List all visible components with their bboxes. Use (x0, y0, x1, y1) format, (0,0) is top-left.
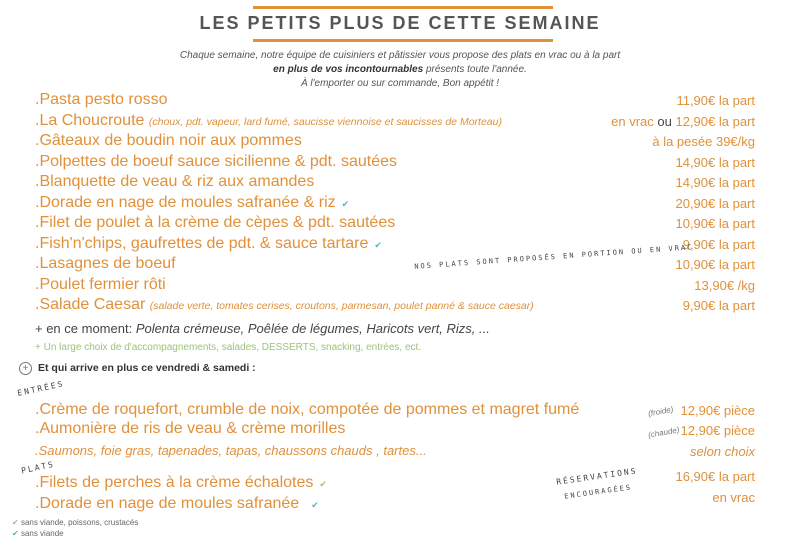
price-value: 10,90€ la part (675, 257, 755, 272)
menu-item-price (676, 93, 755, 108)
moment-prefix: + en ce moment: (35, 321, 136, 336)
page-title: LES PETITS PLUS DE CETTE SEMAINE (199, 13, 601, 33)
price-value: 13,90€ /kg (694, 277, 755, 293)
menu-item-price (611, 114, 755, 129)
intro-line-1: Chaque semaine, notre équipe de cuisiniers et pâtissier vous propose des plats en vrac ou à la part (179, 50, 621, 61)
menu-item-name: .Filet de poulet à la crème de cèpes & pdt. sautées (35, 214, 396, 231)
price-value: 10,90€ la part (675, 216, 755, 231)
blue-check-icon: ✔ (341, 198, 350, 209)
moment-items: Polenta crémeuse, Poêlée de légumes, Haricots vert, Rizs, ... (135, 321, 490, 336)
menu-item-price (675, 175, 755, 190)
menu-item-name: .Gâteaux de boudin noir aux pommes (35, 132, 302, 149)
menu-item-name: .Fish'n'chips, gaufrettes de pdt. & sauce tartare (35, 234, 369, 252)
entree-item: .Saumons, foie gras, tapenades, tapas, chaussons chauds , tartes... (35, 443, 427, 458)
menu-item (35, 91, 168, 109)
plat-item (35, 495, 319, 513)
plat-name: .Dorade en nage de moules safranée (35, 495, 300, 512)
entrees-label: ENTRÉES (16, 379, 66, 398)
menu-item (35, 276, 166, 294)
entree-price: 12,90€ pièce (680, 403, 755, 418)
plat-price: 16,90€ la part (675, 469, 755, 484)
plat-name: .Filets de perches à la crème échalotes (35, 474, 314, 491)
choix-line: + Un large choix de d'accompagnements, salades, DESSERTS, snacking, entrées, ect. (35, 342, 422, 353)
legend-blue (12, 529, 64, 538)
weekend-heading: Et qui arrive en plus ce vendredi & samedi : (38, 362, 256, 374)
portion-stamp: NOS PLATS SONT PROPOSÉS EN PORTION OU EN VRAC (414, 243, 694, 271)
blue-check-icon: ✔ (12, 529, 19, 538)
entree-item: .Crème de roquefort, crumble de noix, compotée de pommes et magret fumé (35, 401, 580, 418)
price-value: 20,90€ la part (675, 195, 755, 211)
menu-item (35, 194, 349, 212)
menu-item-price (675, 196, 755, 211)
price-value: 9,90€ la part (682, 298, 755, 313)
menu-item-name: .Lasagnes de boeuf (35, 255, 176, 272)
menu-item (35, 296, 534, 314)
menu-item-name: .La Choucroute (35, 111, 149, 129)
green-check-icon: ✔ (12, 518, 19, 527)
menu-item-price (675, 216, 755, 231)
menu-item-price (652, 134, 755, 149)
entree-item: .Aumonière de ris de veau & crème morilles (35, 420, 346, 437)
menu-item (35, 153, 397, 171)
menu-item (35, 214, 395, 232)
plats-label: PLATS (20, 459, 56, 476)
blue-check-icon: ✔ (311, 500, 319, 510)
intro-rest: présents toute l'année. (423, 64, 527, 75)
price-value: 14,90€ la part (675, 175, 755, 190)
menu-item (35, 112, 502, 130)
reservations-text-2: ENCOURAGÉES (563, 483, 633, 501)
menu-item-price (675, 155, 755, 170)
intro-line-3: À l'emporter ou sur commande, Bon appétit ! (300, 78, 500, 89)
legend-label: sans viande (20, 529, 64, 538)
price-value: 12,90€ la part (675, 113, 755, 129)
legend-green (12, 518, 138, 527)
price-value: 9,90€ la part (682, 236, 755, 252)
menu-item (35, 173, 314, 191)
title-rule-top (253, 6, 553, 9)
moment-line (35, 321, 490, 336)
menu-item-price (675, 257, 755, 272)
legend-label: sans viande, poissons, crustacés (20, 518, 139, 527)
price-prefix: en vrac (611, 113, 658, 129)
entree-price: selon choix (689, 444, 755, 459)
blue-check-icon: ✔ (374, 239, 382, 250)
price-value: 14,90€ la part (675, 154, 755, 170)
menu-item-name: .Salade Caesar (35, 296, 150, 313)
menu-item-price (694, 278, 755, 293)
menu-item-name: .Polpettes de boeuf sauce sicilienne & pdt. sautées (35, 152, 398, 170)
menu-item (35, 255, 176, 273)
plat-price: en vrac (712, 490, 755, 505)
menu-item-detail: (choux, pdt. vapeur, lard fumé, saucisse viennoise et saucisses de Morteau) (148, 115, 502, 128)
green-check-icon: ✔ (319, 479, 327, 489)
price-value: 11,90€ la part (676, 93, 755, 108)
entree-note: (chaude) (647, 425, 681, 440)
entree-price: 12,90€ pièce (680, 423, 755, 438)
reservations-text: RÉSERVATIONS (555, 466, 639, 487)
entree-note: (froide) (647, 404, 674, 419)
menu-item-detail: (salade verte, tomates cerises, croutons, parmesan, poulet panné & sauce caesar) (149, 300, 534, 312)
menu-item-price (683, 298, 755, 313)
plus-circle-icon: + (19, 362, 32, 375)
menu-item (35, 235, 382, 253)
menu-item (35, 132, 302, 150)
price-or: ou (657, 113, 676, 129)
menu-item-name: .Poulet fermier rôti (35, 275, 166, 293)
plat-item (35, 474, 327, 492)
price-value: à la pesée 39€/kg (652, 134, 755, 149)
title-rule-bottom (253, 39, 553, 42)
intro-line-2 (0, 64, 800, 75)
intro-bold: en plus de vos incontournables (273, 64, 424, 75)
menu-item-name: .Pasta pesto rosso (35, 91, 168, 108)
menu-item-name: .Blanquette de veau & riz aux amandes (35, 173, 315, 190)
menu-item-name: .Dorade en nage de moules safranée & riz (35, 193, 336, 211)
